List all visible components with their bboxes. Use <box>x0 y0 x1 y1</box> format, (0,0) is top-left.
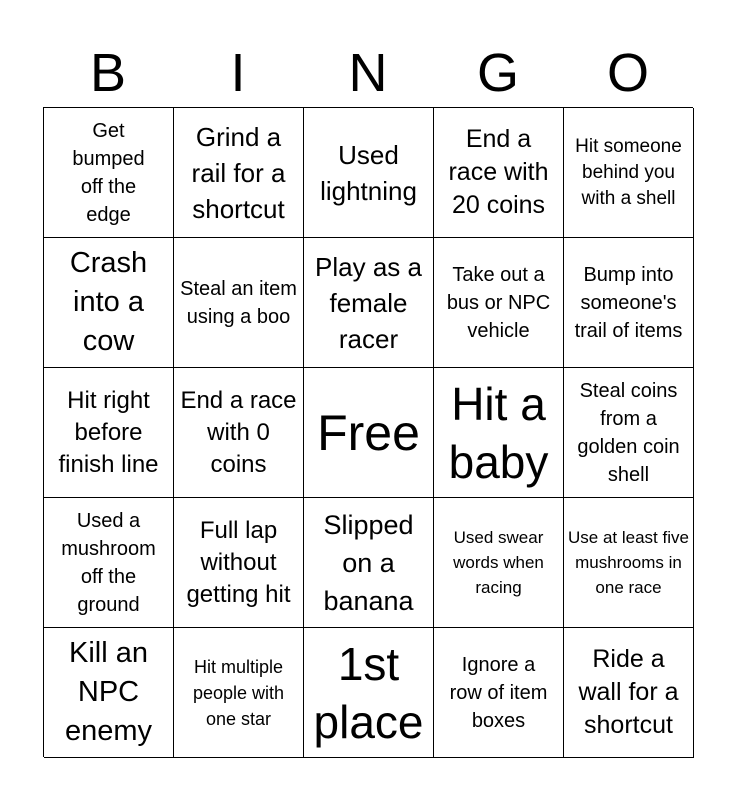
bingo-cell[interactable] <box>44 238 174 368</box>
bingo-cell[interactable] <box>564 368 694 498</box>
cell-text: Get bumped off the edge <box>72 119 145 226</box>
cell-text: Free <box>317 404 420 461</box>
cell-text: End a race with 20 coins <box>448 125 549 219</box>
bingo-cell[interactable] <box>44 628 174 758</box>
bingo-cell[interactable] <box>44 368 174 498</box>
cell-text: 1st place <box>313 637 424 748</box>
cell-text: Ride a wall for a shortcut <box>578 645 679 739</box>
header-letter-g: G <box>476 43 519 103</box>
bingo-cell[interactable] <box>174 108 304 238</box>
bingo-board <box>43 107 693 757</box>
header-letter-o: O <box>606 43 649 103</box>
header-letter-i: I <box>230 43 246 103</box>
bingo-cell[interactable] <box>174 368 304 498</box>
bingo-cell[interactable] <box>174 238 304 368</box>
bingo-cell[interactable] <box>44 108 174 238</box>
cell-text: Use at least five mushrooms in one race <box>568 528 689 597</box>
cell-text: Ignore a row of item boxes <box>449 653 548 732</box>
bingo-cell[interactable] <box>174 498 304 628</box>
cell-text: Steal coins from a golden coin shell <box>577 379 680 486</box>
cell-text: Steal an item using a boo <box>180 277 297 328</box>
cell-text: Full lap without getting hit <box>186 516 291 608</box>
header-letter-b: B <box>89 43 127 103</box>
cell-text: Kill an NPC enemy <box>64 637 153 747</box>
bingo-cell[interactable] <box>434 628 564 758</box>
bingo-cell[interactable] <box>564 498 694 628</box>
bingo-cell[interactable] <box>564 238 694 368</box>
bingo-cell[interactable] <box>304 108 434 238</box>
cell-text: Take out a bus or NPC vehicle <box>446 263 551 342</box>
cell-text: Hit someone behind you with a shell <box>575 135 682 209</box>
cell-text: Used swear words when racing <box>453 528 544 597</box>
bingo-cell[interactable] <box>304 238 434 368</box>
cell-text: Slipped on a banana <box>323 509 414 616</box>
cell-text: Crash into a cow <box>69 247 148 357</box>
cell-text: End a race with 0 coins <box>180 386 297 478</box>
cell-text: Bump into someone's trail of items <box>574 263 683 342</box>
cell-text: Used a mushroom off the ground <box>61 509 156 616</box>
bingo-cell[interactable] <box>304 498 434 628</box>
header-letter-n: N <box>348 43 388 103</box>
cell-text: Used lightning <box>320 139 417 206</box>
bingo-cell[interactable] <box>434 108 564 238</box>
bingo-cell[interactable] <box>564 628 694 758</box>
bingo-cell[interactable] <box>434 368 564 498</box>
bingo-cell[interactable] <box>564 108 694 238</box>
bingo-cell[interactable] <box>304 628 434 758</box>
bingo-cell[interactable] <box>44 498 174 628</box>
cell-text: Play as a female racer <box>315 251 422 354</box>
cell-text: Hit multiple people with one star <box>192 656 285 729</box>
bingo-cell[interactable] <box>434 238 564 368</box>
cell-text: Hit right before finish line <box>58 386 159 478</box>
bingo-cell[interactable] <box>174 628 304 758</box>
cell-text: Grind a rail for a shortcut <box>191 121 286 224</box>
bingo-cell[interactable] <box>434 498 564 628</box>
cell-text: Hit a baby <box>448 377 549 488</box>
bingo-header <box>43 38 693 108</box>
bingo-cell[interactable] <box>304 368 434 498</box>
